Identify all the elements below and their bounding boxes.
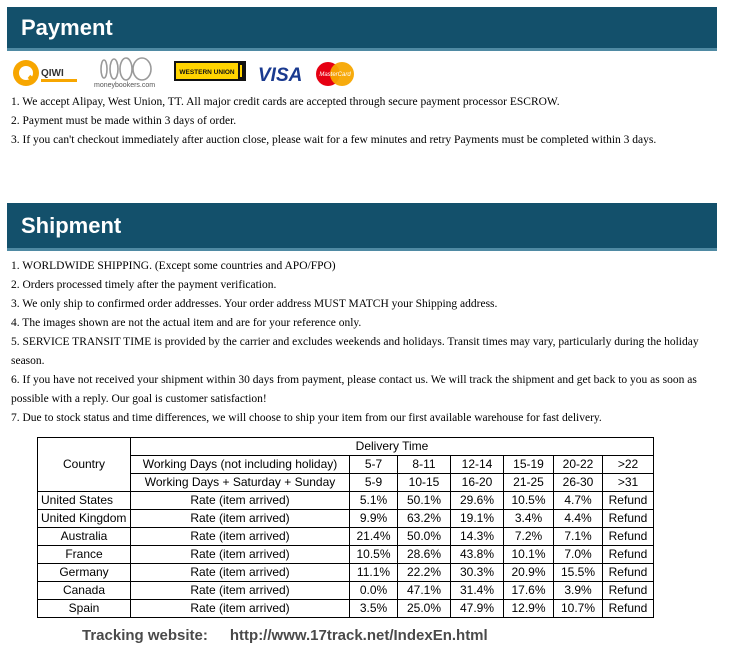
rate-value: 3.5% <box>350 600 398 618</box>
country-cell: Canada <box>38 582 131 600</box>
rate-value: 31.4% <box>451 582 504 600</box>
table-row <box>38 564 654 582</box>
weekend-days-range: 5-9 <box>350 474 398 492</box>
rate-value: 3.4% <box>504 510 554 528</box>
qiwi-logo-text: QIWI <box>41 68 64 79</box>
rate-value: 43.8% <box>451 546 504 564</box>
rate-value: 11.1% <box>350 564 398 582</box>
payment-term: 2. Payment must be made within 3 days of order. <box>11 115 237 127</box>
rate-value: 25.0% <box>398 600 451 618</box>
rate-value: 15.5% <box>554 564 603 582</box>
mastercard-logo <box>315 61 355 87</box>
rate-label: Rate (item arrived) <box>131 600 350 618</box>
table-header-row <box>38 438 654 456</box>
rate-value: 47.1% <box>398 582 451 600</box>
rate-value: 30.3% <box>451 564 504 582</box>
payment-title: Payment <box>21 15 113 40</box>
shipment-term: 4. The images shown are not the actual item and are for your reference only. <box>11 317 362 329</box>
visa-logo <box>256 62 308 86</box>
moneybookers-logo-text: moneybookers.com <box>94 82 156 89</box>
country-cell: United States <box>38 492 131 510</box>
rate-value: 4.7% <box>554 492 603 510</box>
shipment-terms-list <box>11 257 726 428</box>
mastercard-logo-text: MasterCard <box>319 72 351 78</box>
working-days-range: 5-7 <box>350 456 398 474</box>
rate-value: Refund <box>603 600 654 618</box>
table-row <box>38 600 654 618</box>
rate-label: Rate (item arrived) <box>131 492 350 510</box>
rate-value: 0.0% <box>350 582 398 600</box>
weekend-days-row <box>38 474 654 492</box>
rate-value: 4.4% <box>554 510 603 528</box>
table-row <box>38 582 654 600</box>
tracking-url: http://www.17track.net/IndexEn.html <box>229 627 488 644</box>
payment-terms-list <box>11 93 726 150</box>
rate-value: 7.1% <box>554 528 603 546</box>
rate-value: Refund <box>603 528 654 546</box>
rate-value: 50.0% <box>398 528 451 546</box>
country-header: Country <box>38 438 131 492</box>
weekend-days-range: 16-20 <box>451 474 504 492</box>
rate-value: 10.1% <box>504 546 554 564</box>
rate-value: 17.6% <box>504 582 554 600</box>
table-row <box>38 492 654 510</box>
rate-value: Refund <box>603 564 654 582</box>
rate-value: Refund <box>603 510 654 528</box>
country-cell: Germany <box>38 564 131 582</box>
rate-value: 10.5% <box>350 546 398 564</box>
payment-header <box>7 7 717 51</box>
rate-value: 3.9% <box>554 582 603 600</box>
weekend-days-range: 26-30 <box>554 474 603 492</box>
shipment-term: 2. Orders processed timely after the payment verification. <box>11 279 277 291</box>
rate-value: 7.0% <box>554 546 603 564</box>
rate-value: 12.9% <box>504 600 554 618</box>
table-row <box>38 510 654 528</box>
rate-value: Refund <box>603 492 654 510</box>
delivery-time-caption: Delivery Time <box>131 438 654 456</box>
rate-label: Rate (item arrived) <box>131 528 350 546</box>
working-days-range: 15-19 <box>504 456 554 474</box>
country-cell: Spain <box>38 600 131 618</box>
visa-logo-text: VISA <box>258 65 303 86</box>
table-row <box>38 528 654 546</box>
rate-value: 10.7% <box>554 600 603 618</box>
shipment-title: Shipment <box>21 213 122 238</box>
moneybookers-logo <box>90 56 164 90</box>
rate-value: 29.6% <box>451 492 504 510</box>
rate-value: Refund <box>603 546 654 564</box>
weekend-days-label: Working Days + Saturday + Sunday <box>131 474 350 492</box>
rate-value: 50.1% <box>398 492 451 510</box>
working-days-row <box>38 456 654 474</box>
rate-value: 47.9% <box>451 600 504 618</box>
shipment-term: 3. We only ship to confirmed order addresses. Your order address MUST MATCH your Shipping address. <box>11 298 498 310</box>
rate-label: Rate (item arrived) <box>131 564 350 582</box>
rate-value: 21.4% <box>350 528 398 546</box>
working-days-label: Working Days (not including holiday) <box>131 456 350 474</box>
rate-value: 20.9% <box>504 564 554 582</box>
working-days-range: 8-11 <box>398 456 451 474</box>
western-union-logo <box>174 61 246 81</box>
working-days-range: >22 <box>603 456 654 474</box>
working-days-range: 12-14 <box>451 456 504 474</box>
rate-value: 22.2% <box>398 564 451 582</box>
weekend-days-range: 10-15 <box>398 474 451 492</box>
country-cell: Australia <box>38 528 131 546</box>
payment-term: 3. If you can't checkout immediately after auction close, please wait for a few minutes and retry Payments must be completed within 3 days. <box>11 134 657 146</box>
rate-label: Rate (item arrived) <box>131 510 350 528</box>
rate-value: 14.3% <box>451 528 504 546</box>
rate-value: 19.1% <box>451 510 504 528</box>
working-days-range: 20-22 <box>554 456 603 474</box>
rate-value: 5.1% <box>350 492 398 510</box>
rate-value: 10.5% <box>504 492 554 510</box>
rate-value: Refund <box>603 582 654 600</box>
weekend-days-range: 21-25 <box>504 474 554 492</box>
country-cell: United Kingdom <box>38 510 131 528</box>
shipment-term: 5. SERVICE TRANSIT TIME is provided by the carrier and excludes weekends and holidays. Transit times may vary, particularly during the holiday season. <box>11 336 699 367</box>
tracking-label: Tracking website: <box>82 627 208 644</box>
rate-label: Rate (item arrived) <box>131 546 350 564</box>
rate-value: 63.2% <box>398 510 451 528</box>
shipment-term: 6. If you have not received your shipment within 30 days from payment, please contact us. We will track the shipment and get back to you as soon as possible with a reply. Our goal is customer satisfaction! <box>11 374 697 405</box>
delivery-time-table <box>37 437 654 618</box>
weekend-days-range: >31 <box>603 474 654 492</box>
shipment-header <box>7 203 717 251</box>
shipment-term: 1. WORLDWIDE SHIPPING. (Except some countries and APO/FPO) <box>11 260 336 272</box>
rate-value: 28.6% <box>398 546 451 564</box>
shipment-term: 7. Due to stock status and time differences, we will choose to ship your item from our first available warehouse for fast delivery. <box>11 412 602 424</box>
rate-value: 9.9% <box>350 510 398 528</box>
rate-value: 7.2% <box>504 528 554 546</box>
table-row <box>38 546 654 564</box>
western-union-logo-text: WESTERN UNION <box>179 69 235 76</box>
country-cell: France <box>38 546 131 564</box>
payment-term: 1. We accept Alipay, West Union, TT. All major credit cards are accepted through secure payment processor ESCROW. <box>11 96 560 108</box>
qiwi-logo <box>12 57 80 89</box>
rate-label: Rate (item arrived) <box>131 582 350 600</box>
tracking-line <box>82 627 488 644</box>
